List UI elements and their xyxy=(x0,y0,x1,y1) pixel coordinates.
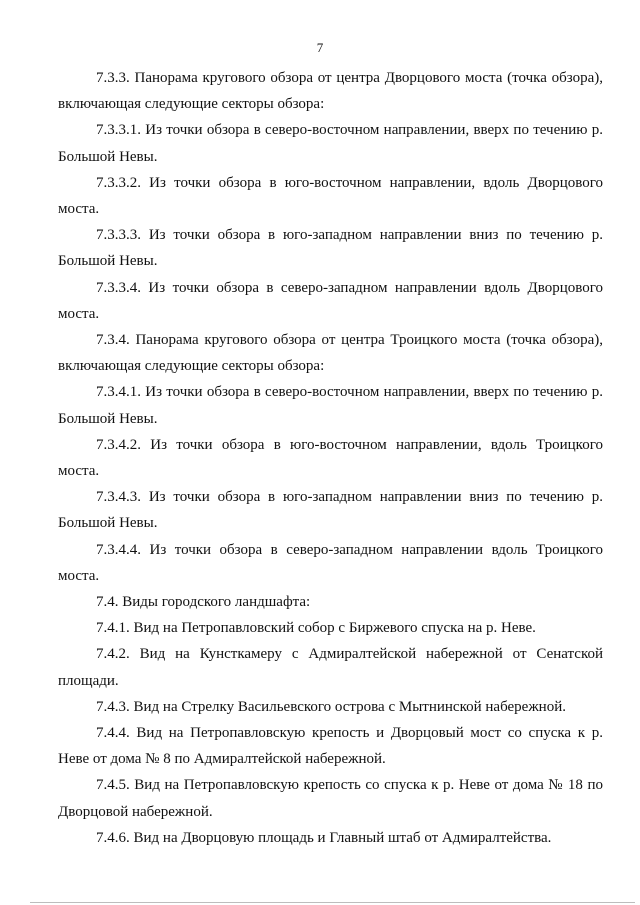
scan-edge-line xyxy=(30,902,635,903)
paragraph-7-3-4-3: 7.3.4.3. Из точки обзора в юго-западном направлении вниз по течению р. Большой Невы. xyxy=(58,489,603,532)
paragraph-7-4-6: 7.4.6. Вид на Дворцовую площадь и Главный штаб от Адмиралтейства. xyxy=(96,829,552,846)
paragraph-7-3-3: 7.3.3. Панорама кругового обзора от центра Дворцового моста (точка обзора), включающая следующие секторы обзора: xyxy=(58,70,603,113)
paragraph-7-3-3-4: 7.3.3.4. Из точки обзора в северо-западном направлении вдоль Дворцового моста. xyxy=(58,279,603,322)
paragraph-7-4-3: 7.4.3. Вид на Стрелку Васильевского острова с Мытнинской набережной. xyxy=(96,698,566,715)
paragraph-7-3-4-1: 7.3.4.1. Из точки обзора в северо-восточном направлении, вверх по течению р. Большой Невы. xyxy=(58,384,603,427)
paragraph-7-4-5: 7.4.5. Вид на Петропавловскую крепость со спуска к р. Неве от дома № 18 по Дворцовой набережной. xyxy=(58,777,603,820)
paragraph-7-3-3-2: 7.3.3.2. Из точки обзора в юго-восточном направлении, вдоль Дворцового моста. xyxy=(58,174,603,218)
page-number: 7 xyxy=(316,40,324,55)
paragraph-7-4-2: 7.4.2. Вид на Кунсткамеру с Адмиралтейской набережной от Сенатской площади. xyxy=(58,646,603,689)
paragraph-7-3-3-1: 7.3.3.1. Из точки обзора в северо-восточном направлении, вверх по течению р. Большой Невы. xyxy=(58,122,603,165)
paragraph-7-3-4-4: 7.3.4.4. Из точки обзора в северо-западном направлении вдоль Троицкого моста. xyxy=(58,541,603,584)
paragraph-7-4-1: 7.4.1. Вид на Петропавловский собор с Биржевого спуска на р. Неве. xyxy=(96,620,536,637)
paragraph-7-4-4: 7.4.4. Вид на Петропавловскую крепость и Дворцовый мост со спуска к р. Неве от дома № 8 по Адмиралтейской набережной. xyxy=(58,725,603,768)
paragraph-7-3-3-3: 7.3.3.3. Из точки обзора в юго-западном направлении вниз по течению р. Большой Невы. xyxy=(58,227,603,270)
document-body xyxy=(58,65,603,851)
paragraph-7-4: 7.4. Виды городского ландшафта: xyxy=(96,594,311,611)
paragraph-7-3-4: 7.3.4. Панорама кругового обзора от центра Троицкого моста (точка обзора), включающая следующие секторы обзора: xyxy=(58,332,603,375)
paragraph-7-3-4-2: 7.3.4.2. Из точки обзора в юго-восточном направлении, вдоль Троицкого моста. xyxy=(58,436,603,480)
